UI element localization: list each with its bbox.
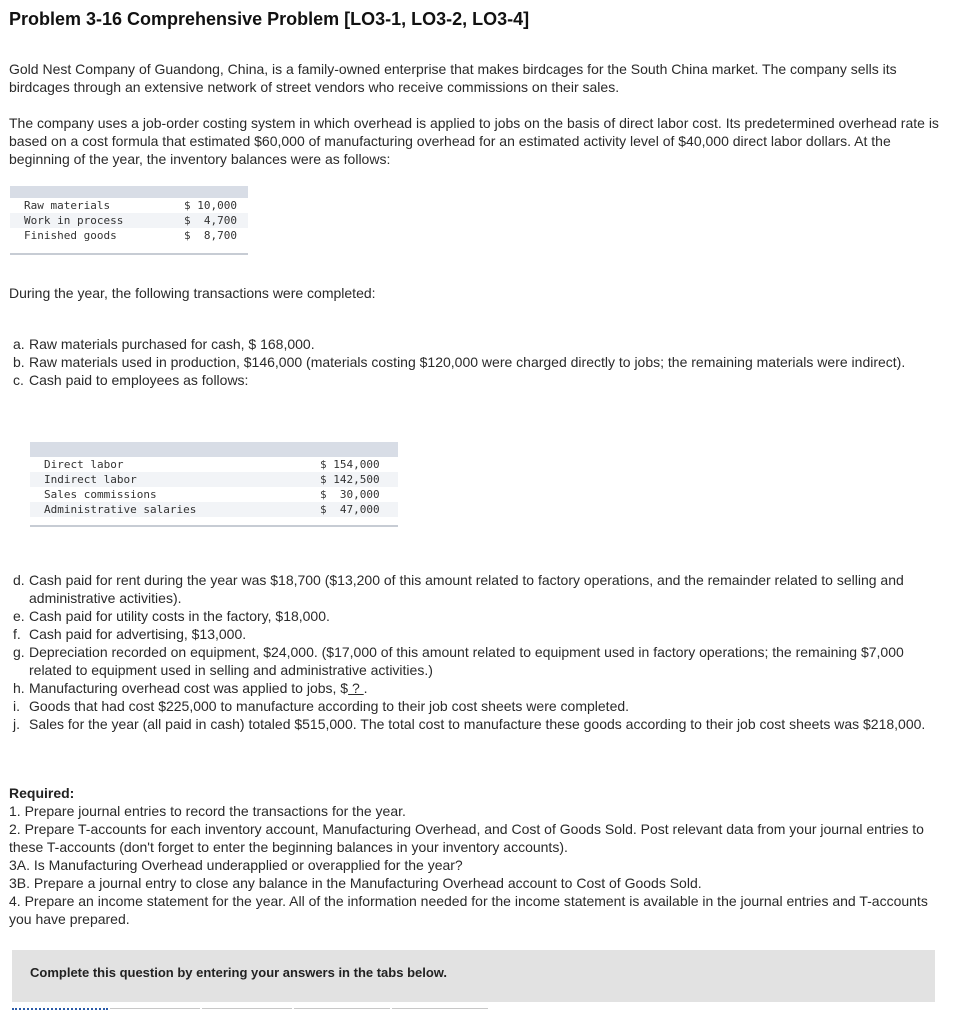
item-text: Raw materials used in production, $146,000 (materials costing $120,000 were charged directly to jobs; the remaining materials were indirect). xyxy=(29,354,906,370)
banner-text: Complete this question by entering your answers in the tabs below. xyxy=(30,965,448,980)
table-row xyxy=(30,487,398,502)
inventory-label: Raw materials xyxy=(24,199,111,212)
payroll-value: $ 30,000 xyxy=(320,488,380,501)
required-item: 2. Prepare T-accounts for each inventory account, Manufacturing Overhead, and Cost of Goods Sold. Post relevant data from your journal entries to these T-accounts (don't forget to enter the beginning balances in your inventory accounts). xyxy=(9,821,924,855)
item-text: Cash paid for advertising, $13,000. xyxy=(29,626,247,642)
list-item xyxy=(13,353,938,371)
item-marker: f. xyxy=(13,626,21,642)
list-item xyxy=(13,607,938,625)
inventory-label: Work in process xyxy=(24,214,124,227)
tab-req-3a[interactable] xyxy=(202,1008,292,1012)
item-marker: e. xyxy=(13,608,25,624)
payroll-label: Sales commissions xyxy=(44,488,157,501)
item-text: Depreciation recorded on equipment, $24,000. ($17,000 of this amount related to equipment used in factory operations; the remaining $7,000 related to equipment used in selling and administrative activities.) xyxy=(29,644,904,678)
list-item xyxy=(13,571,938,607)
payroll-label: Administrative salaries xyxy=(44,503,197,516)
tab-req-4[interactable] xyxy=(392,1008,488,1012)
instructions-banner xyxy=(12,950,935,1002)
item-text: Cash paid for utility costs in the factory, $18,000. xyxy=(29,608,330,624)
item-text: Goods that had cost $225,000 to manufacture according to their job cost sheets were completed. xyxy=(29,698,630,714)
required-item: 1. Prepare journal entries to record the transactions for the year. xyxy=(9,803,406,819)
problem-title: Problem 3-16 Comprehensive Problem [LO3-1, LO3-2, LO3-4] xyxy=(9,9,530,29)
table-row xyxy=(10,213,248,228)
table-row xyxy=(30,502,398,517)
item-marker: a. xyxy=(13,336,25,352)
payroll-label: Indirect labor xyxy=(44,473,137,486)
item-text: Sales for the year (all paid in cash) totaled $515,000. The total cost to manufacture these goods according to their job cost sheets was $218,000. xyxy=(29,716,926,732)
required-item: 4. Prepare an income statement for the year. All of the information needed for the income statement is available in the journal entries and T-accounts you have prepared. xyxy=(9,893,928,927)
table-row xyxy=(30,457,398,472)
inventory-value: $ 10,000 xyxy=(184,199,237,212)
item-marker: b. xyxy=(13,354,25,370)
list-item xyxy=(13,335,938,353)
inventory-table-footer xyxy=(10,243,248,255)
item-text: Raw materials purchased for cash, $ 168,000. xyxy=(29,336,315,352)
item-marker: j. xyxy=(13,716,20,732)
item-marker: i. xyxy=(13,698,20,714)
table-row xyxy=(10,198,248,213)
item-text xyxy=(29,679,938,697)
payroll-table xyxy=(30,442,398,527)
payroll-label: Direct labor xyxy=(44,458,124,471)
payroll-value: $ 47,000 xyxy=(320,503,380,516)
required-heading: Required: xyxy=(9,785,75,801)
required-list xyxy=(9,802,944,928)
applied-overhead-blank: ? xyxy=(348,680,364,696)
table-row xyxy=(10,228,248,243)
item-text-lead: Manufacturing overhead cost was applied to jobs, $ xyxy=(29,680,349,696)
item-text: Cash paid for rent during the year was $18,700 ($13,200 of this amount related to factory operations, and the remainder related to selling and administrative activities). xyxy=(29,572,904,606)
item-text-tail: . xyxy=(363,680,368,696)
required-item: 3A. Is Manufacturing Overhead underapplied or overapplied for the year? xyxy=(9,857,463,873)
intro-paragraph: Gold Nest Company of Guandong, China, is a family-owned enterprise that makes birdcages for the South China market. The company sells its birdcages through an extensive network of street vendors who receive commissions on their sales. xyxy=(9,61,897,95)
payroll-value: $ 154,000 xyxy=(320,458,380,471)
inventory-label: Finished goods xyxy=(24,229,117,242)
list-item xyxy=(13,715,938,733)
item-marker: c. xyxy=(13,372,24,388)
item-marker: d. xyxy=(13,572,25,588)
tab-req-3b[interactable] xyxy=(294,1008,390,1012)
list-item xyxy=(13,625,938,643)
list-item xyxy=(13,679,938,697)
inventory-table xyxy=(10,186,248,255)
payroll-table-header xyxy=(30,442,398,457)
item-marker: h. xyxy=(13,680,25,696)
required-item: 3B. Prepare a journal entry to close any balance in the Manufacturing Overhead account to Cost of Goods Sold. xyxy=(9,875,702,891)
item-marker: g. xyxy=(13,644,25,660)
during-paragraph: During the year, the following transactions were completed: xyxy=(9,285,376,301)
payroll-table-footer xyxy=(30,517,398,527)
inventory-value: $ 4,700 xyxy=(184,214,237,227)
tab-req-2[interactable] xyxy=(110,1008,200,1012)
payroll-value: $ 142,500 xyxy=(320,473,380,486)
transactions-list-d-j xyxy=(13,571,938,733)
list-item xyxy=(13,371,938,389)
list-item xyxy=(13,643,938,679)
tab-req-1[interactable] xyxy=(12,1008,108,1013)
transactions-list-a-c xyxy=(13,335,938,389)
table-row xyxy=(30,472,398,487)
costing-paragraph: The company uses a job-order costing system in which overhead is applied to jobs on the basis of direct labor cost. Its predetermined overhead rate is based on a cost formula that estimated $60,000 of manufacturing overhead for an estimated activity level of $40,000 direct labor dollars. At the beginning of the year, the inventory balances were as follows: xyxy=(9,115,939,167)
item-text: Cash paid to employees as follows: xyxy=(29,372,249,388)
inventory-table-header xyxy=(10,186,248,198)
inventory-value: $ 8,700 xyxy=(184,229,237,242)
list-item xyxy=(13,697,938,715)
